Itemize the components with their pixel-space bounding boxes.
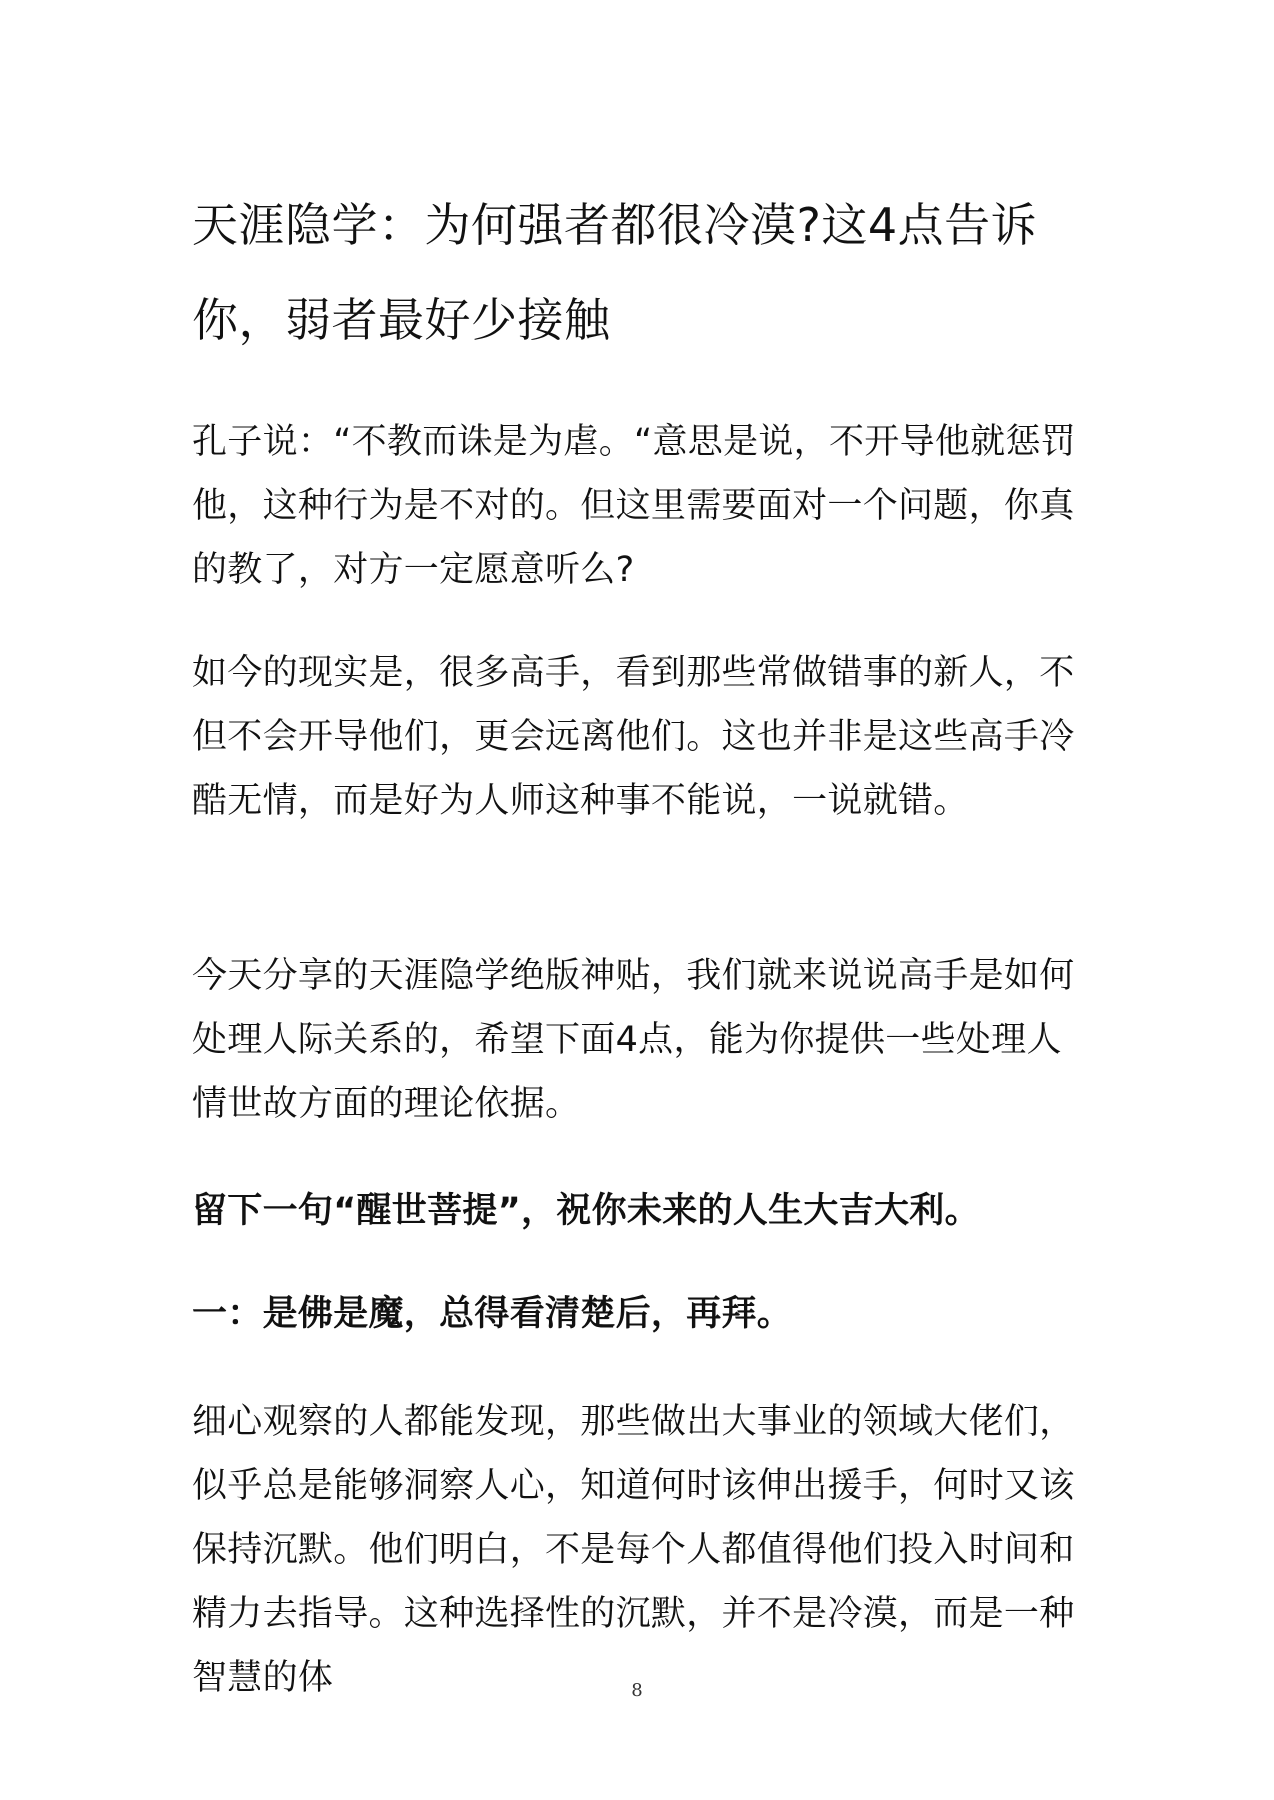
paragraph-introduction: 今天分享的天涯隐学绝版神贴，我们就来说说高手是如何处理人际关系的，希望下面4点，能为你提供一些处理人情世故方面的理论依据。 — [192, 956, 1075, 1124]
highlight-sentence: 留下一句“醒世菩提”，祝你未来的人生大吉大利。 — [192, 1191, 980, 1231]
paragraph-reality: 如今的现实是，很多高手，看到那些常做错事的新人，不但不会开导他们，更会远离他们。这也并非是这些高手冷酷无情，而是好为人师这种事不能说，一说就错。 — [192, 653, 1075, 821]
paragraph-confucius-quote: 孔子说：“不教而诛是为虐。“意思是说，不开导他就惩罚他，这种行为是不对的。但这里需要面对一个问题，你真的教了，对方一定愿意听么? — [192, 422, 1077, 590]
page-number: 8 — [631, 1680, 643, 1701]
page-content — [192, 178, 1092, 1698]
article-title: 天涯隐学：为何强者都很冷漠?这4点告诉你，弱者最好少接触 — [192, 198, 1038, 347]
section-one-paragraph: 细心观察的人都能发现，那些做出大事业的领域大佬们，似乎总是能够洞察人心，知道何时该伸出援手，何时又该保持沉默。他们明白，不是每个人都值得他们投入时间和精力去指导。这种选择性的沉默，并不是冷漠，而是一种智慧的体 — [192, 1402, 1075, 1698]
section-heading-one: 一：是佛是魔，总得看清楚后，再拜。 — [192, 1294, 793, 1334]
